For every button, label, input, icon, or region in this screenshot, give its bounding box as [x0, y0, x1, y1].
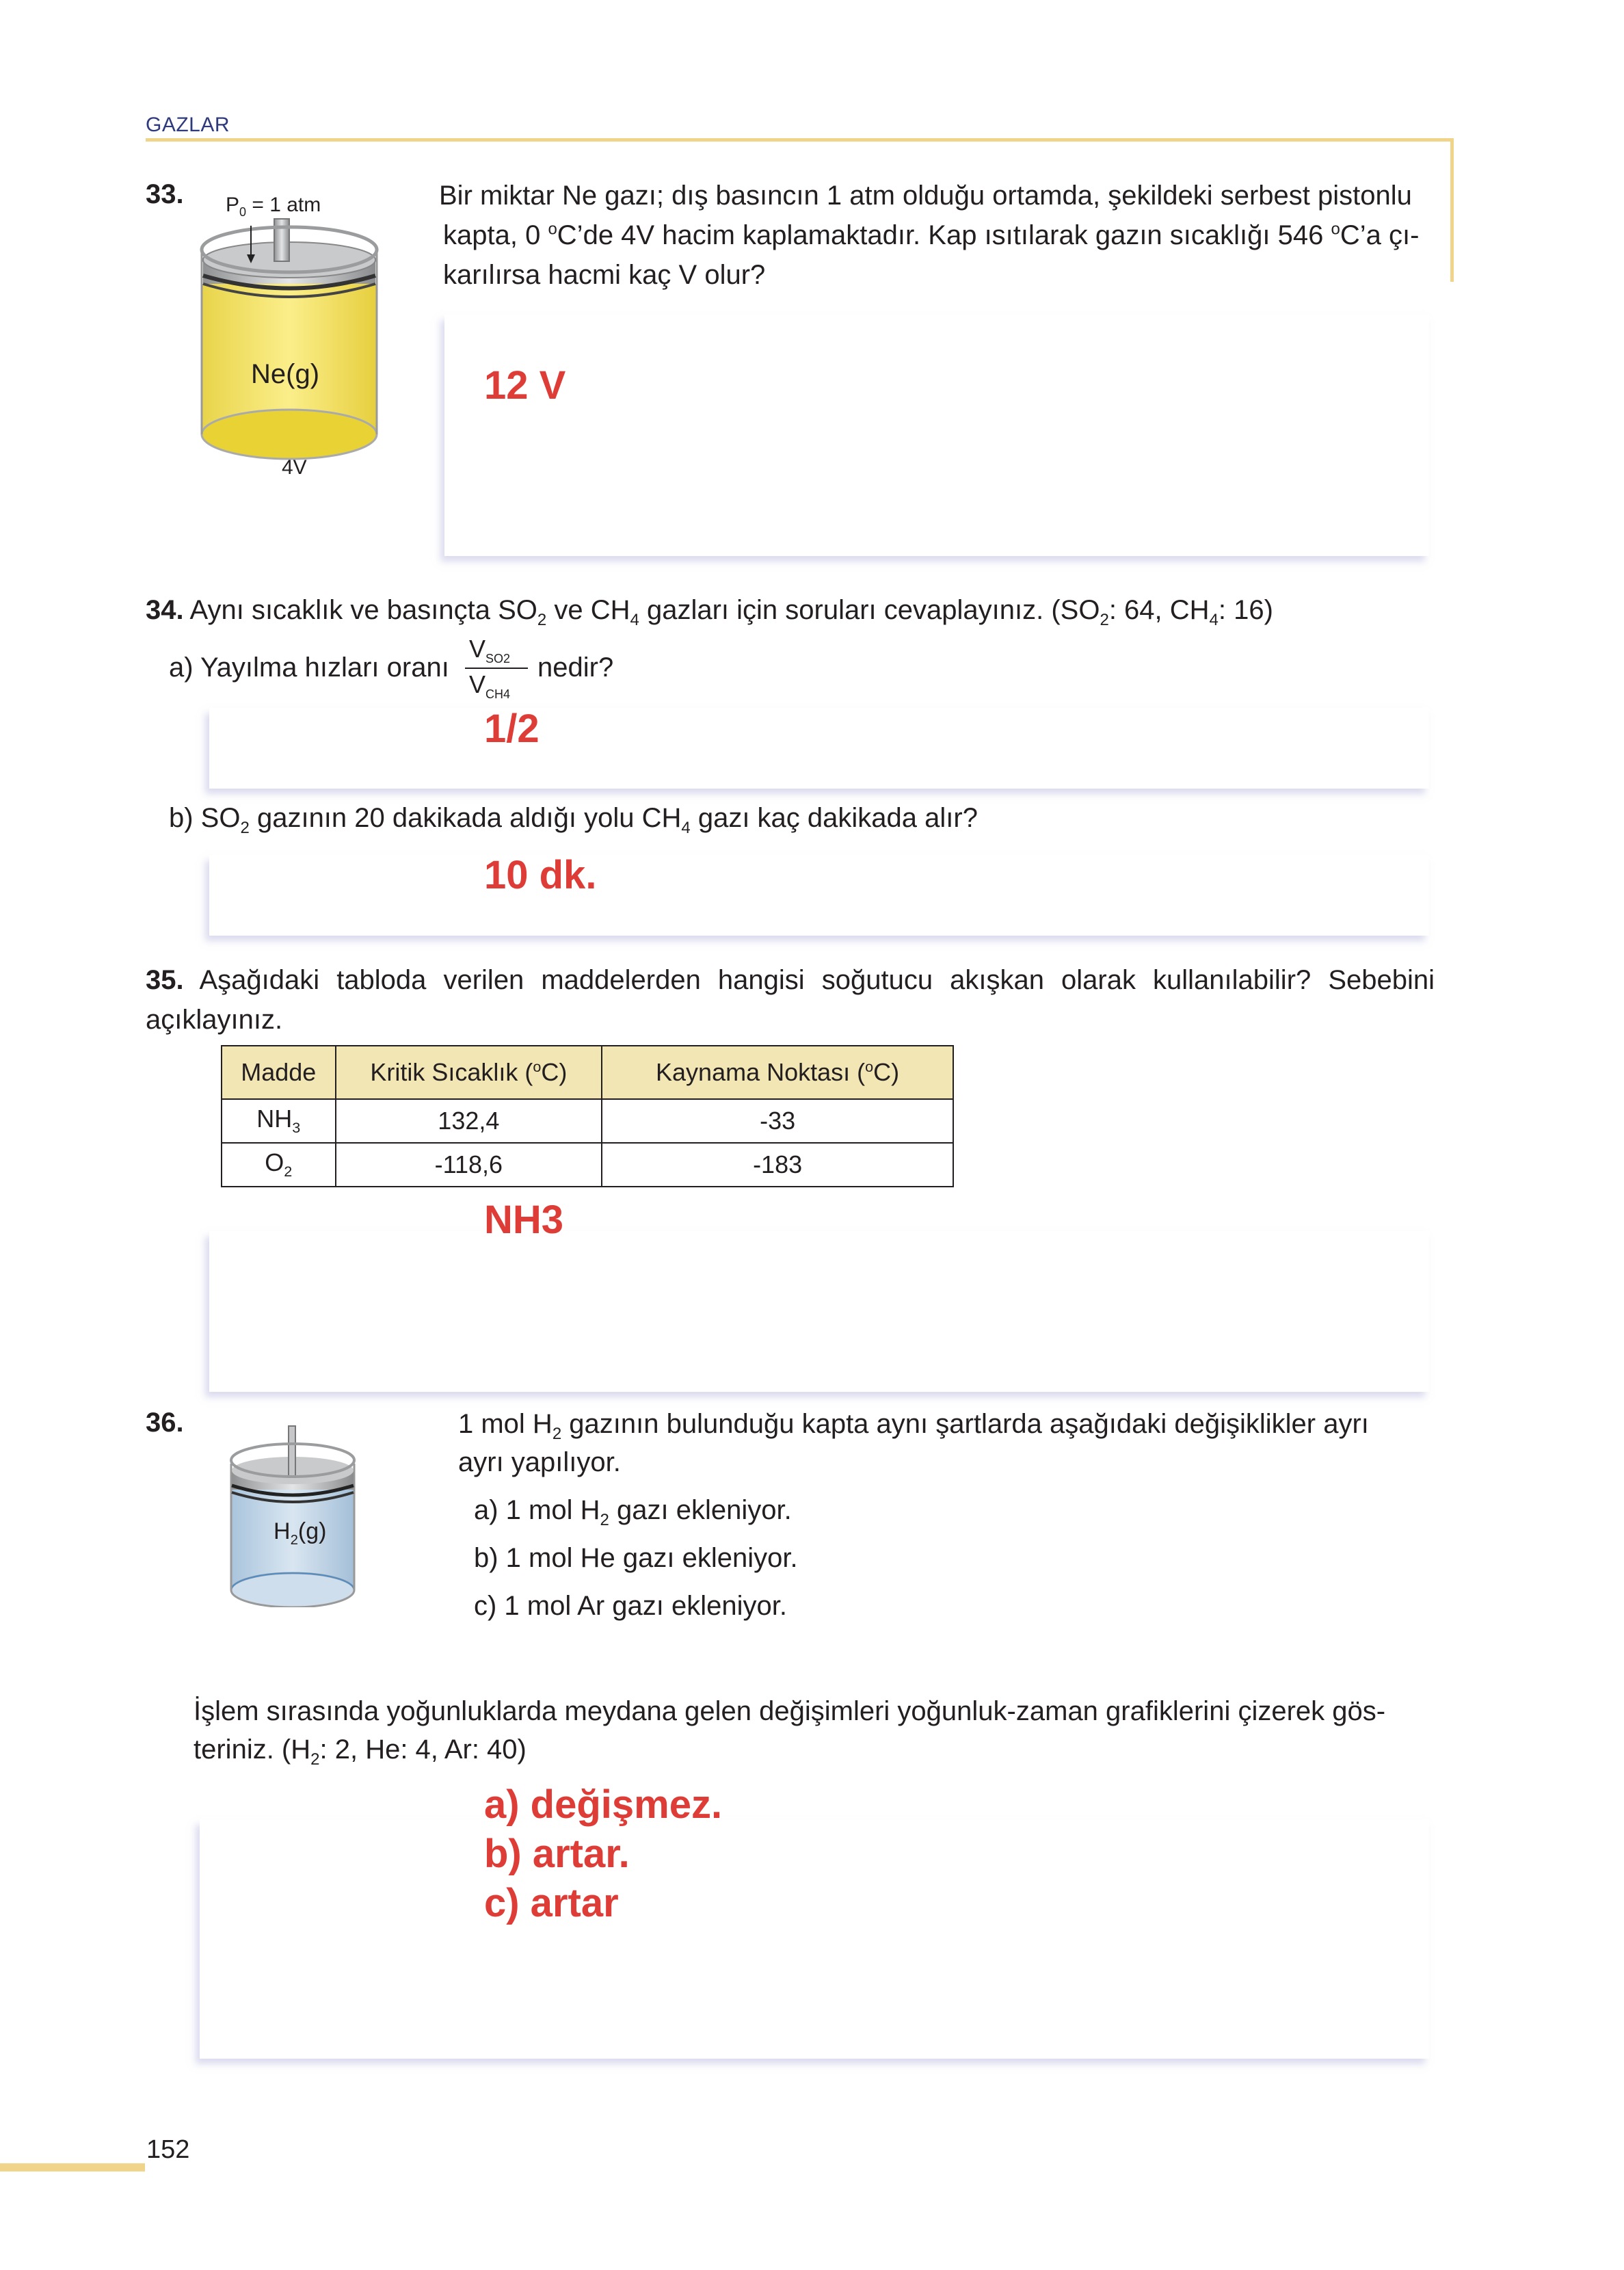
answer-34b: 10 dk. — [484, 853, 597, 897]
gas-label-ne: Ne(g) — [251, 359, 320, 389]
cell-kritik: 132,4 — [336, 1099, 602, 1143]
gas-label-h2: $H_2(g)$ — [274, 1518, 327, 1548]
piston-figure-ne — [195, 188, 400, 489]
piston-figure-h2 — [226, 1423, 362, 1607]
q34a-suffix: nedir? — [537, 652, 614, 683]
section-title: GAZLAR — [146, 114, 230, 136]
q33-text-line2: kapta, 0 $^o$C’de 4V hacim kaplamaktadır. Kap ısıtılarak gazın sıcaklığı 546 $^o$C’a çı- — [443, 220, 1420, 250]
answer-35: NH3 — [484, 1198, 564, 1242]
q36-task-line1: İşlem sırasında yoğunluklarda meydana gelen değişimleri yoğunluk-zaman grafiklerini çizerek gös- — [194, 1696, 1386, 1726]
answer-box-34b[interactable] — [209, 855, 1429, 936]
answer-36a: a) değişmez. — [484, 1782, 723, 1827]
q36-item-b: b) 1 mol He gazı ekleniyor. — [474, 1543, 798, 1573]
question-number-33: 33. — [146, 179, 184, 209]
q34b-text: b) $SO_2$ gazının 20 dakikada aldığı yolu $CH_4$ gazı kaç dakikada alır? — [169, 803, 978, 837]
answer-box-35[interactable] — [209, 1231, 1429, 1392]
table-header-row — [222, 1046, 953, 1099]
col-kaynama-noktasi: Kaynama Noktası ($^o$C) — [602, 1046, 953, 1099]
table-row — [222, 1099, 953, 1143]
answer-box-33[interactable] — [444, 315, 1429, 556]
piston-cylinder-icon — [195, 188, 400, 489]
cell-kaynama: -183 — [602, 1143, 953, 1187]
q36-item-c: c) 1 mol Ar gazı ekleniyor. — [474, 1591, 787, 1621]
col-madde: Madde — [222, 1046, 336, 1099]
answer-box-36[interactable] — [200, 1819, 1429, 2059]
q35-text: 35. Aşağıdaki tabloda verilen maddelerden hangisi soğutucu akışkan olarak kullanılabilir? Sebebini açıklayınız. — [146, 965, 1435, 1035]
cell-madde: $O_2$ — [222, 1143, 336, 1187]
table-row — [222, 1143, 953, 1187]
volume-label: 4V — [282, 456, 307, 479]
cell-kaynama: -33 — [602, 1099, 953, 1143]
question-number-36: 36. — [146, 1408, 184, 1438]
q36-intro-line2: ayrı yapılıyor. — [458, 1447, 621, 1477]
answer-box-34a[interactable] — [209, 708, 1429, 789]
answer-36b: b) artar. — [484, 1832, 630, 1876]
col-kritik-sicaklik: Kritik Sıcaklık ($^o$C) — [336, 1046, 602, 1099]
substances-table — [221, 1045, 954, 1187]
answer-36 — [484, 1780, 722, 1928]
q33-text-line1: Bir miktar Ne gazı; dış basıncın 1 atm olduğu ortamda, şekildeki serbest pistonlu — [439, 181, 1412, 211]
q33-text-line3: karılırsa hacmi kaç V olur? — [443, 260, 766, 290]
page-number-bar — [0, 2163, 145, 2172]
header-rule — [146, 138, 1454, 142]
header-rule-vertical — [1450, 138, 1454, 282]
q36-item-a: a) 1 mol $H_2$ gazı ekleniyor. — [474, 1495, 792, 1529]
q34a-prefix: a) Yayılma hızları oranı — [169, 652, 449, 683]
answer-33: 12 V — [484, 363, 566, 408]
piston-cylinder-icon — [226, 1423, 362, 1607]
page-number: 152 — [146, 2135, 190, 2164]
q36-task-line2: teriniz. ($H_2$: 2, He: 4, Ar: 40) — [194, 1734, 527, 1769]
answer-34a: 1/2 — [484, 707, 540, 751]
cell-madde: $NH_3$ — [222, 1099, 336, 1143]
velocity-ratio-fraction: $V_{SO2}$ $V_{CH4}$ — [465, 635, 528, 703]
cell-kritik: -118,6 — [336, 1143, 602, 1187]
q34-intro: 34. Aynı sıcaklık ve basınçta $SO_2$ ve $CH_4$ gazları için soruları cevaplayınız. ($SO_2$: 64, $CH_4$: 16) — [146, 595, 1273, 629]
q36-intro-line1: 1 mol $H_2$ gazının bulunduğu kapta aynı şartlarda aşağıdaki değişiklikler ayrı — [458, 1409, 1369, 1443]
pressure-label: $P_0 = 1$ atm — [226, 194, 321, 219]
answer-36c: c) artar — [484, 1881, 619, 1925]
